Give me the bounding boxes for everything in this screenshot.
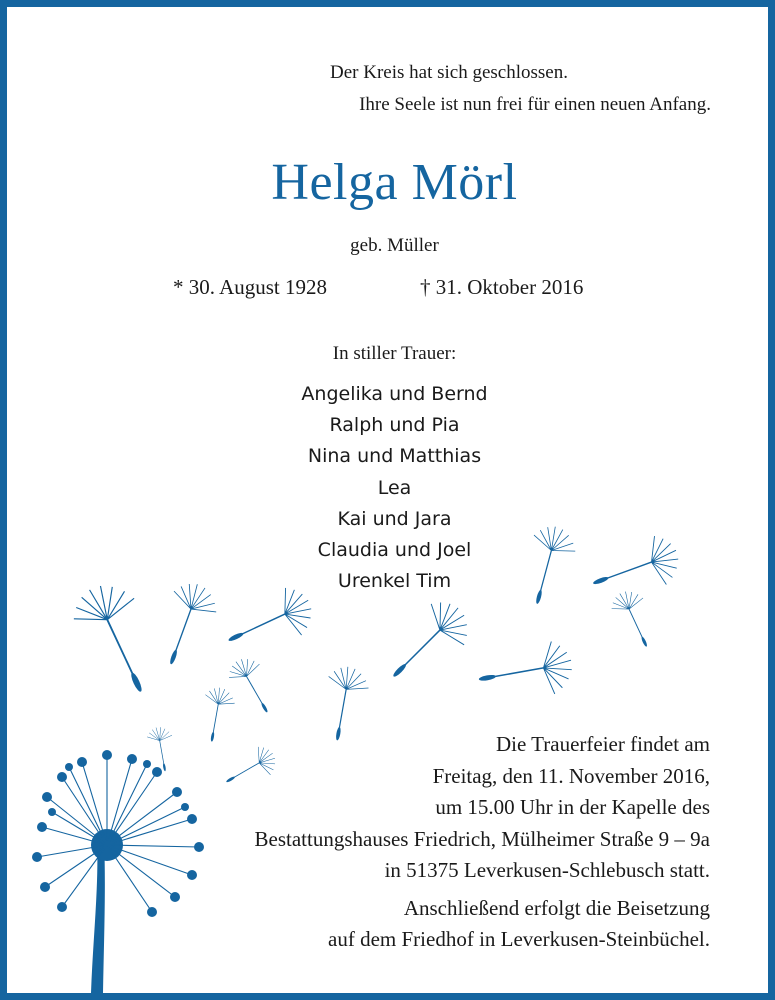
mourner-name: Ralph und Pia [329, 414, 460, 437]
maiden-name: geb. Müller [350, 235, 439, 256]
motto-line-1: Der Kreis hat sich geschlossen. [330, 62, 568, 83]
mourner-name: Claudia und Joel [317, 539, 472, 562]
service-details [255, 729, 711, 956]
dandelion-icon [32, 750, 204, 993]
mourner-name: Lea [377, 476, 412, 499]
service-line: um 15.00 Uhr in der Kapelle des [435, 795, 710, 819]
mourner-name: Nina und Matthias [307, 445, 482, 468]
burial-line: auf dem Friedhof in Leverkusen-Steinbüchel. [328, 927, 710, 951]
service-line: Freitag, den 11. November 2016, [432, 763, 710, 788]
motto [7, 57, 711, 121]
motto-line-2: Ihre Seele ist nun frei für einen neuen Anfang. [359, 94, 711, 115]
mourning-heading: In stiller Trauer: [332, 343, 457, 364]
death-date: † 31. Oktober 2016 [420, 275, 584, 299]
deceased-name: Helga Mörl [271, 154, 518, 211]
service-line: in 51375 Leverkusen-Schlebusch statt. [384, 858, 710, 882]
birth-date: * 30. August 1928 [173, 275, 328, 299]
mourner-name: Angelika und Bernd [301, 383, 488, 405]
service-line: Bestattungshauses Friedrich, Mülheimer Straße 9 – 9a [254, 826, 710, 851]
burial-line: Anschließend erfolgt die Beisetzung [403, 895, 710, 920]
mourners-list [7, 379, 775, 597]
mourner-name: Urenkel Tim [337, 570, 452, 593]
service-line: Die Trauerfeier findet am [495, 732, 710, 756]
mourner-name: Kai und Jara [337, 507, 452, 530]
